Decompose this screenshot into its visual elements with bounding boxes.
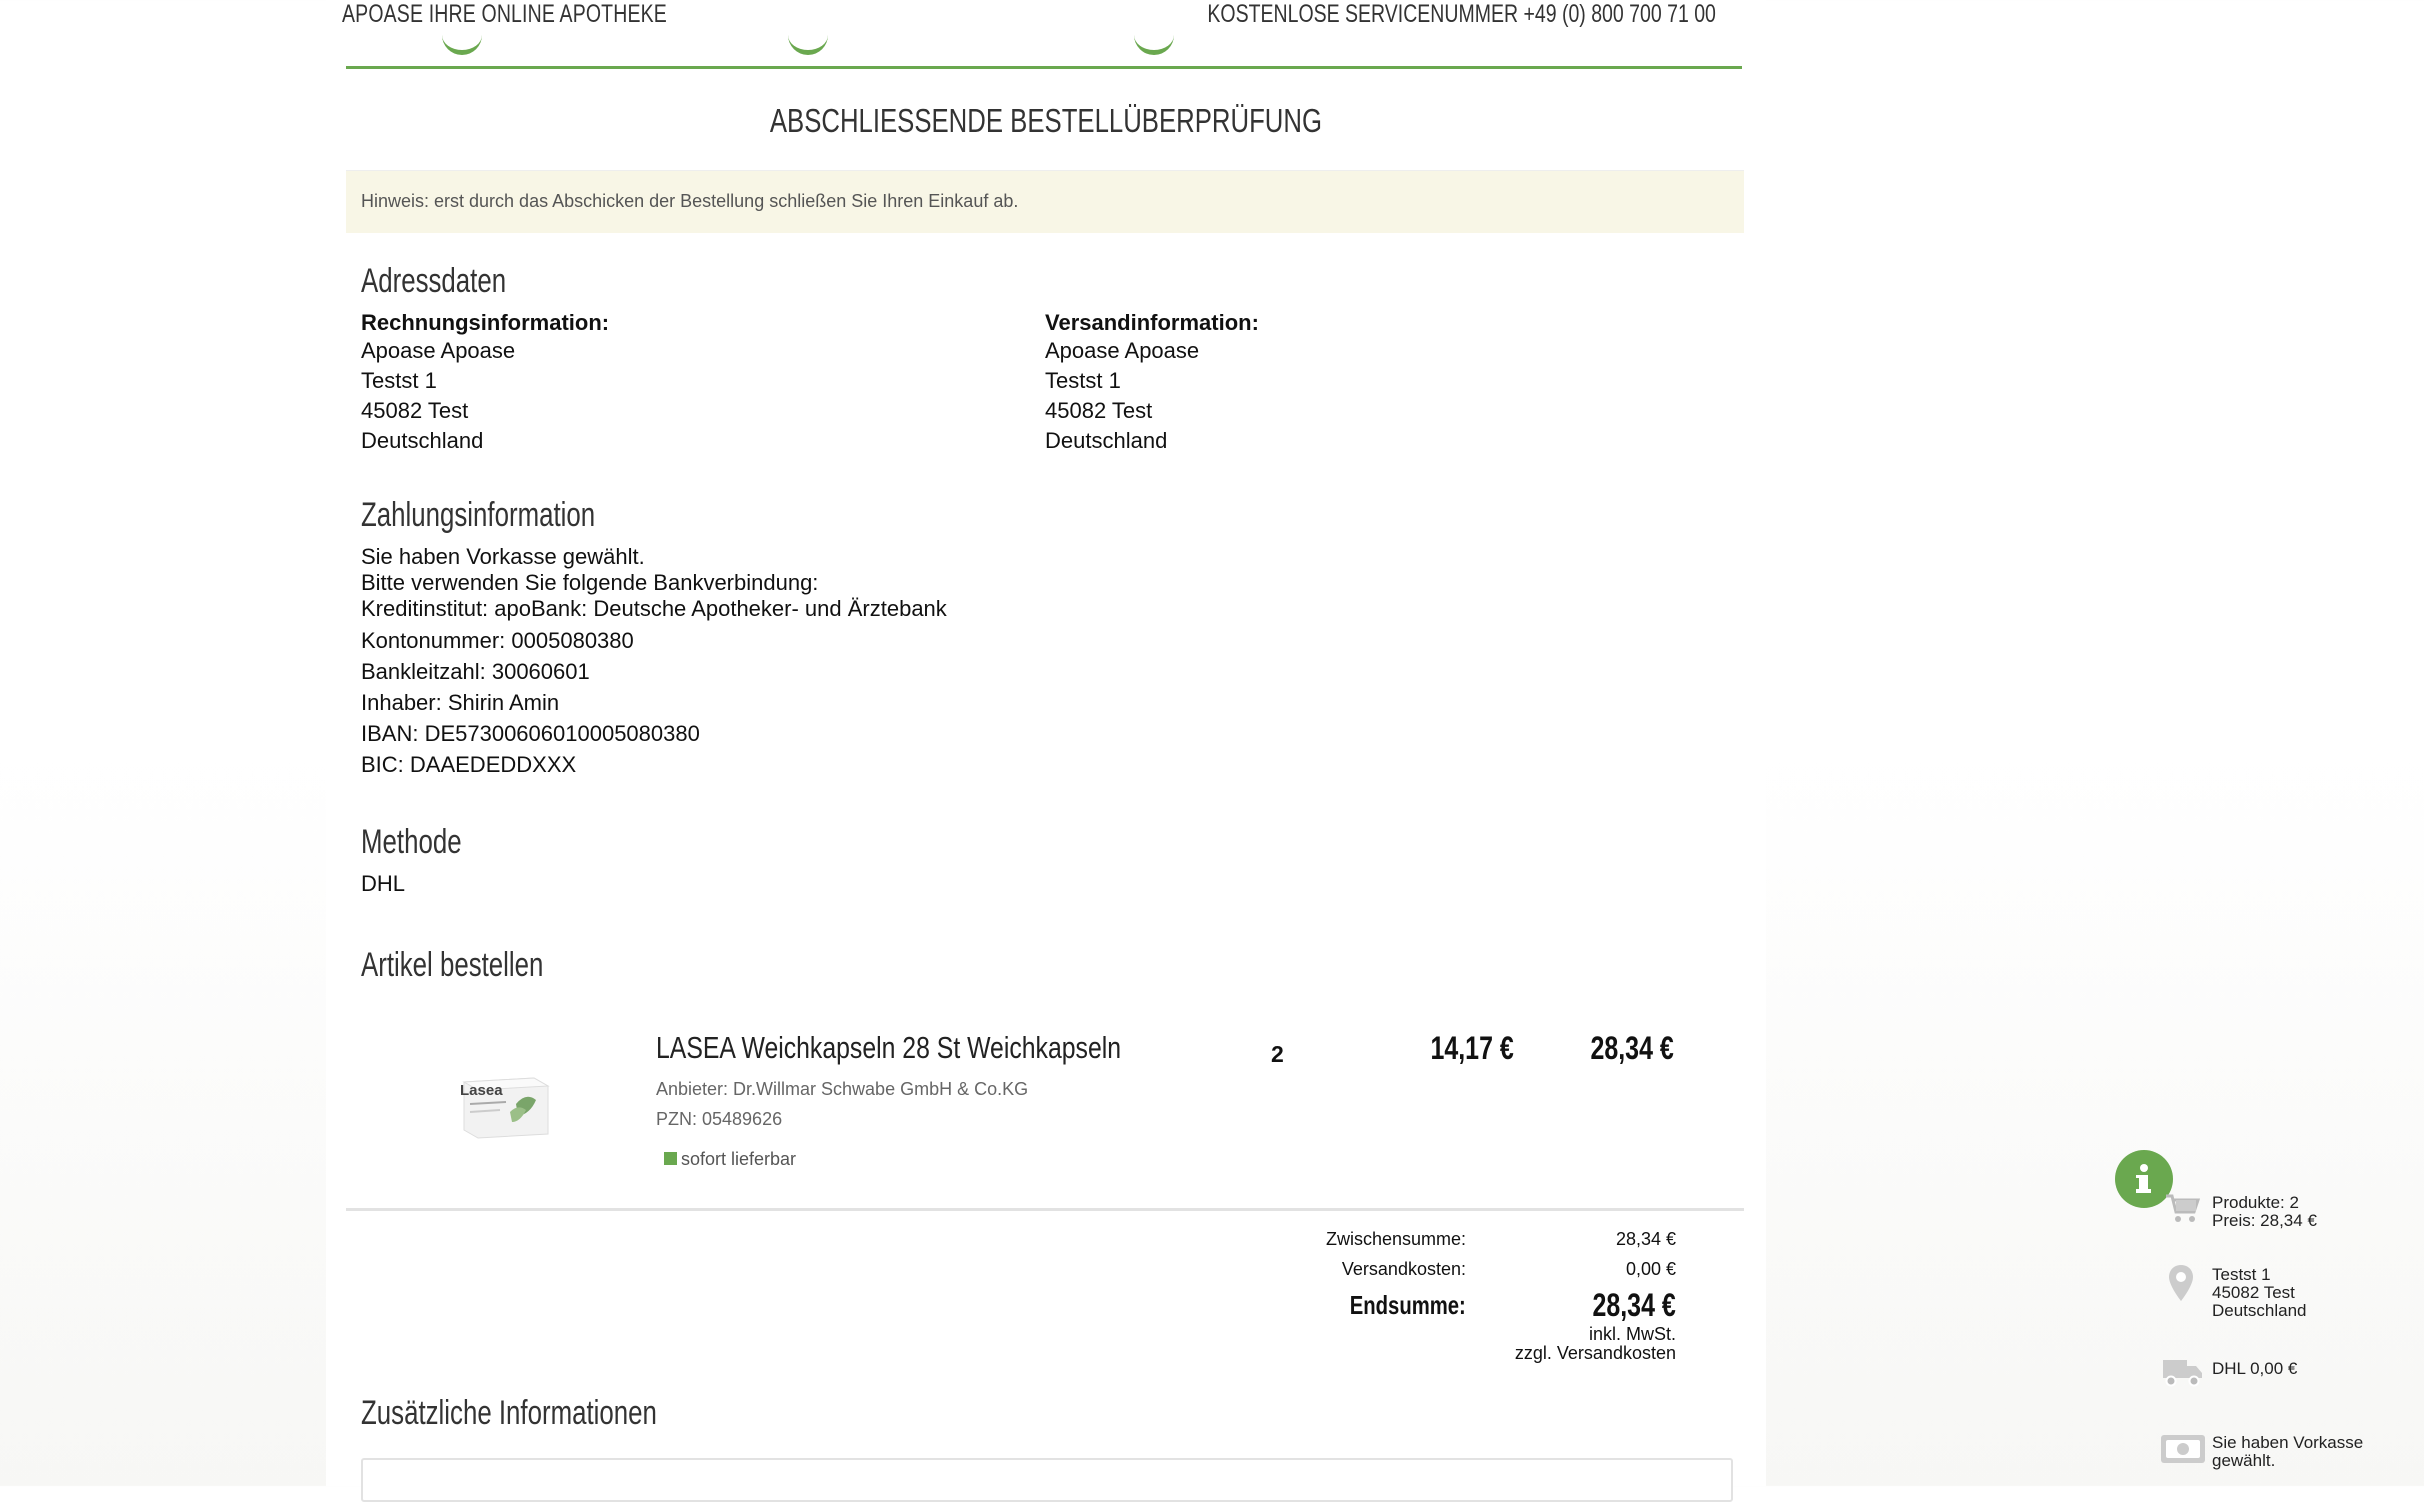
- shipping-city: 45082 Test: [1045, 398, 1153, 423]
- subtotal-value: 28,34 €: [1615, 1229, 1676, 1249]
- summary-addr-country: Deutschland: [2212, 1301, 2307, 1320]
- iban: IBAN: DE57300606010005080380: [361, 721, 700, 746]
- bank-name: Kreditinstitut: apoBank: Deutsche Apotheker- und Ärztebank: [361, 596, 947, 621]
- total-value: 28,34 €: [1592, 1287, 1676, 1323]
- address-heading: Adressdaten: [361, 262, 507, 300]
- money-icon: [2160, 1434, 2206, 1464]
- shipping-note: zzgl. Versandkosten: [1514, 1343, 1676, 1363]
- shipping-cost-value: 0,00 €: [1625, 1259, 1676, 1279]
- bank-code: Bankleitzahl: 30060601: [361, 659, 590, 684]
- checkout-page: [326, 0, 1766, 1486]
- product-title[interactable]: LASEA Weichkapseln 28 St Weichkapseln: [656, 1030, 1122, 1065]
- product-image-brand: Lasea: [460, 1082, 503, 1099]
- summary-shipping: DHL 0,00 €: [2212, 1359, 2298, 1378]
- shipping-name: Apoase Apoase: [1045, 338, 1200, 363]
- bic: BIC: DAAEDEDDXXX: [361, 752, 577, 777]
- checkout-progress-line: [346, 66, 1742, 69]
- order-notice: [346, 170, 1744, 233]
- checkout-step-2[interactable]: [788, 28, 828, 55]
- shipping-street: Testst 1: [1045, 368, 1121, 393]
- stock-indicator-icon: [664, 1152, 677, 1165]
- billing-city: 45082 Test: [361, 398, 469, 423]
- billing-country: Deutschland: [361, 428, 484, 453]
- product-quantity: 2: [1271, 1041, 1284, 1067]
- items-divider: [346, 1208, 1744, 1211]
- summary-payment-line1: Sie haben Vorkasse: [2212, 1433, 2364, 1452]
- billing-name: Apoase Apoase: [361, 338, 516, 363]
- billing-label: Rechnungsinformation:: [361, 310, 610, 335]
- additional-info-input[interactable]: [361, 1458, 1733, 1502]
- service-number: KOSTENLOSE SERVICENUMMER +49 (0) 800 700 71 00: [1207, 0, 1716, 28]
- brand-tagline: APOASE IHRE ONLINE APOTHEKE: [342, 0, 667, 28]
- payment-line2: Bitte verwenden Sie folgende Bankverbindung:: [361, 570, 819, 595]
- shipping-label: Versandinformation:: [1045, 310, 1259, 335]
- summary-addr-street: Testst 1: [2212, 1265, 2271, 1284]
- page-title: ABSCHLIESSENDE BESTELLÜBERPRÜFUNG: [769, 102, 1323, 139]
- subtotal-label: Zwischensumme:: [1325, 1229, 1466, 1249]
- shipping-cost-label: Versandkosten:: [1341, 1259, 1466, 1279]
- checkout-step-3[interactable]: [1134, 28, 1174, 55]
- additional-info-heading: Zusätzliche Informationen: [361, 1394, 657, 1432]
- location-pin-icon: [2168, 1264, 2194, 1302]
- checkout-step-1[interactable]: [442, 28, 482, 55]
- order-summary-sidebar: [2100, 1148, 2424, 1486]
- product-vendor: Anbieter: Dr.Willmar Schwabe GmbH & Co.KG: [656, 1079, 1029, 1099]
- truck-icon: [2162, 1356, 2204, 1388]
- unit-price-display: 14,17 €: [1430, 1030, 1514, 1066]
- summary-price: Preis: 28,34 €: [2212, 1211, 2317, 1230]
- summary-payment-line2: gewählt.: [2212, 1451, 2276, 1470]
- notice-text: Hinweis: erst durch das Abschicken der Bestellung schließen Sie Ihren Einkauf ab.: [361, 191, 1019, 211]
- tax-note: inkl. MwSt.: [1588, 1324, 1676, 1344]
- stock-status: sofort lieferbar: [681, 1149, 797, 1169]
- payment-heading: Zahlungsinformation: [361, 496, 596, 534]
- billing-street: Testst 1: [361, 368, 437, 393]
- total-label: Endsumme:: [1349, 1290, 1466, 1320]
- product-pzn: PZN: 05489626: [656, 1109, 783, 1129]
- cart-icon: [2164, 1192, 2200, 1224]
- account-owner: Inhaber: Shirin Amin: [361, 690, 560, 715]
- account-number: Kontonummer: 0005080380: [361, 628, 634, 653]
- shipping-country: Deutschland: [1045, 428, 1168, 453]
- items-heading: Artikel bestellen: [361, 946, 544, 984]
- total-price: 28,34 €: [1590, 1030, 1674, 1066]
- method-heading: Methode: [361, 823, 462, 861]
- product-image[interactable]: [456, 1064, 556, 1144]
- summary-addr-city: 45082 Test: [2212, 1283, 2295, 1302]
- payment-line1: Sie haben Vorkasse gewählt.: [361, 544, 645, 569]
- summary-products: Produkte: 2: [2212, 1193, 2299, 1212]
- shipping-method: DHL: [361, 871, 406, 896]
